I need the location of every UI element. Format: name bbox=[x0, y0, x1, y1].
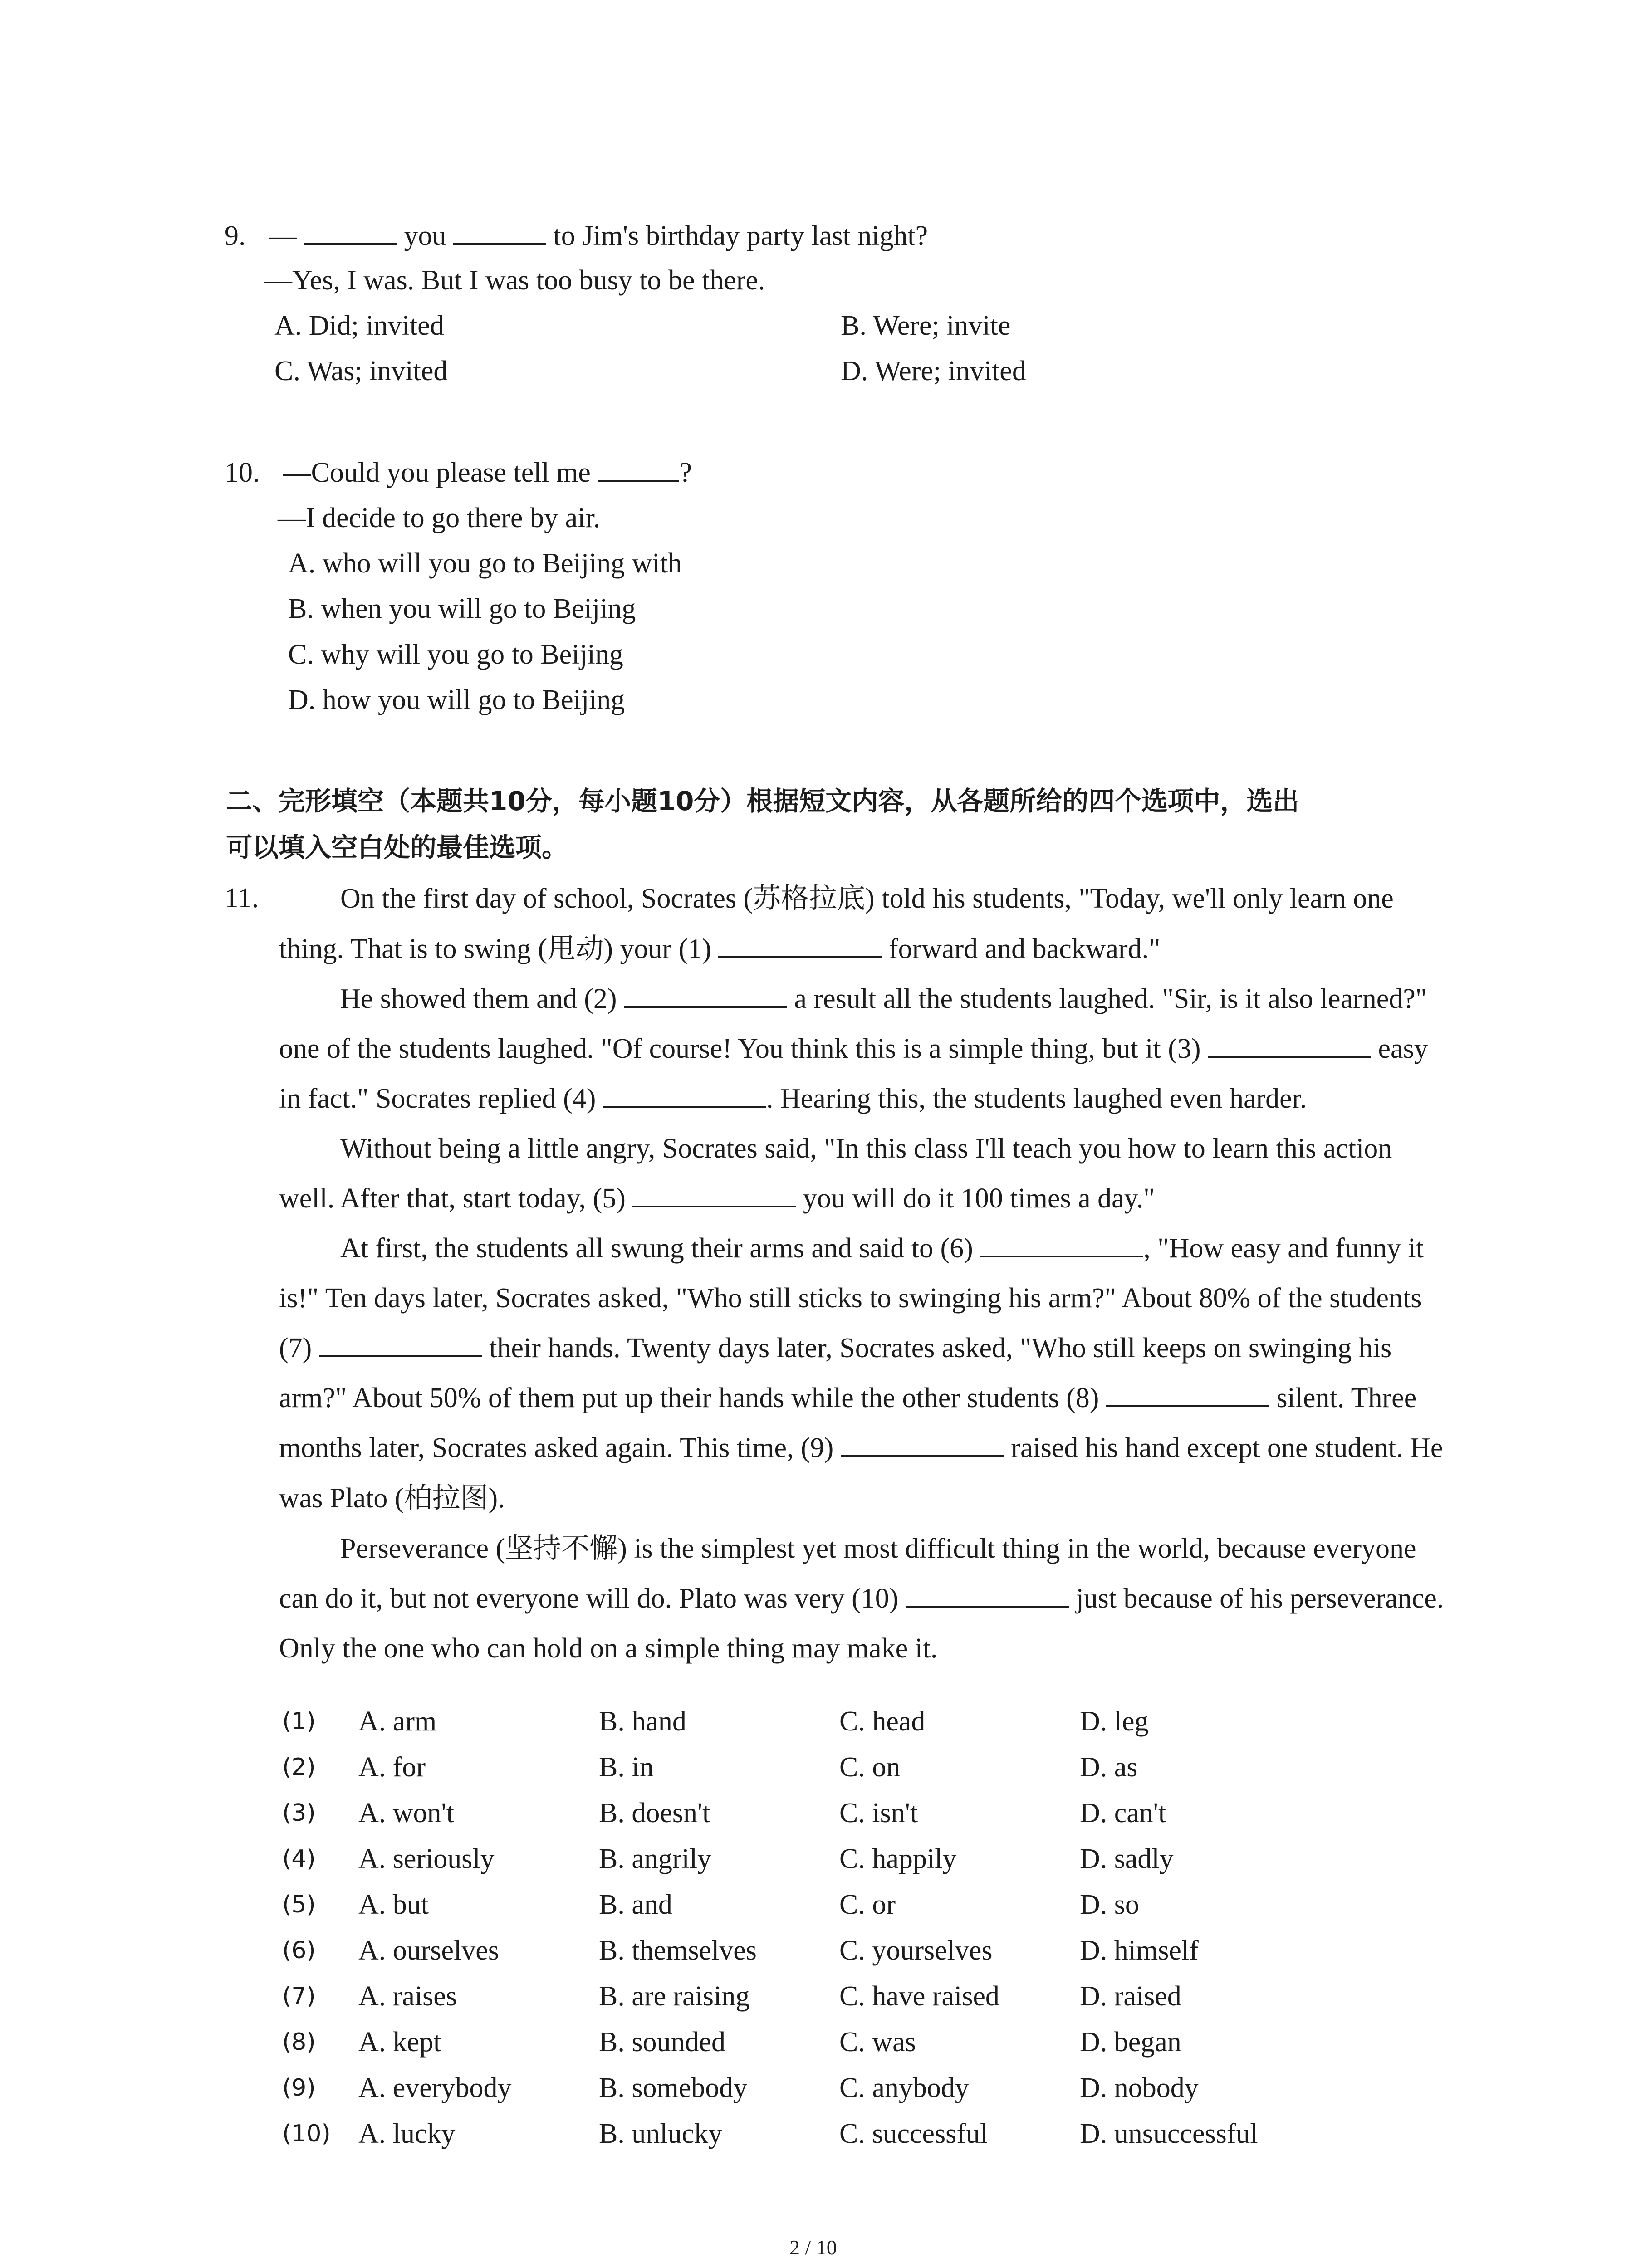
passage-text: silent. Three months later, Socrates asked again. This time, (9) bbox=[279, 1383, 1417, 1463]
passage-text: He showed them and (2) bbox=[340, 983, 617, 1014]
blank-4[interactable] bbox=[603, 1080, 766, 1108]
option-c[interactable]: C. happily bbox=[839, 1843, 957, 1874]
passage-text: , "How easy and funny it is!" Ten days later, Socrates asked, "Who still sticks to swinging his arm?" About 80% of the students (7) bbox=[279, 1233, 1424, 1364]
option-a[interactable]: A. arm bbox=[358, 1706, 437, 1737]
passage-text: forward and backward." bbox=[888, 934, 1161, 964]
passage-text: ) told his students, "Today, we'll only learn one thing. That is to swing ( bbox=[279, 883, 1394, 964]
option-row-number: (4) bbox=[282, 1845, 316, 1872]
question-9-line bbox=[225, 217, 928, 254]
answer-blank[interactable] bbox=[598, 454, 679, 482]
option-b[interactable]: B. sounded bbox=[599, 2027, 725, 2058]
option-row-number: (8) bbox=[282, 2028, 316, 2056]
answer-blank[interactable] bbox=[304, 217, 397, 245]
option-a[interactable]: A. ourselves bbox=[358, 1935, 499, 1966]
passage-text: easy in fact." Socrates replied (4) bbox=[279, 1033, 1428, 1114]
question-text: —Could you please tell me bbox=[283, 457, 591, 488]
option-d[interactable]: D. so bbox=[1080, 1889, 1139, 1920]
option-a[interactable]: A. everybody bbox=[358, 2072, 512, 2103]
blank-9[interactable] bbox=[841, 1429, 1004, 1457]
passage-text: you will do it 100 times a day." bbox=[803, 1183, 1155, 1214]
option-row-number: (10) bbox=[282, 2120, 331, 2147]
option-b[interactable]: B. when you will go to Beijing bbox=[288, 593, 636, 624]
option-b[interactable]: B. hand bbox=[599, 1706, 686, 1737]
option-row-number: (9) bbox=[282, 2074, 316, 2102]
option-b[interactable]: B. Were; invite bbox=[841, 310, 1011, 341]
option-c[interactable]: C. have raised bbox=[839, 1981, 999, 2012]
option-c[interactable]: C. or bbox=[839, 1889, 896, 1920]
option-b[interactable]: B. and bbox=[599, 1889, 672, 1920]
option-b[interactable]: B. unlucky bbox=[599, 2118, 723, 2149]
option-d[interactable]: D. as bbox=[1080, 1752, 1138, 1783]
section-heading-line-2: 可以填入空白处的最佳选项。 bbox=[226, 832, 568, 863]
option-d[interactable]: D. raised bbox=[1080, 1981, 1181, 2012]
passage-text: ) is the simplest yet most difficult thing in the world, because everyone can do it, but not everyone will do. Plato was very (10) bbox=[279, 1533, 1416, 1614]
passage-paragraph-3 bbox=[279, 1124, 1452, 1223]
passage-text: ). bbox=[488, 1483, 505, 1514]
chinese-gloss: 甩动 bbox=[547, 932, 604, 965]
option-c[interactable]: C. on bbox=[839, 1752, 901, 1783]
passage-text: a result all the students laughed. "Sir, is it also learned?" one of the students laughed. "Of course! You think this is a simple thing, but it (3) bbox=[279, 983, 1427, 1064]
section-heading-line-1: 二、完形填空（本题共10分，每小题10分）根据短文内容，从各题所给的四个选项中，选出 bbox=[226, 786, 1299, 816]
passage-text: Perseverance ( bbox=[340, 1533, 505, 1564]
option-c[interactable]: C. anybody bbox=[839, 2072, 969, 2103]
option-b[interactable]: B. in bbox=[599, 1752, 654, 1783]
option-row-number: (7) bbox=[282, 1983, 316, 2010]
chinese-gloss: 苏格拉底 bbox=[753, 881, 866, 914]
option-a[interactable]: A. raises bbox=[358, 1981, 457, 2012]
question-mark: ? bbox=[679, 457, 692, 488]
passage-text: Without being a little angry, Socrates said, "In this class I'll teach you how to learn this action well. After that, start today, (5) bbox=[279, 1133, 1392, 1214]
option-a[interactable]: A. who will you go to Beijing with bbox=[288, 548, 682, 579]
blank-7[interactable] bbox=[319, 1329, 482, 1357]
option-c[interactable]: C. isn't bbox=[839, 1798, 918, 1828]
option-a[interactable]: A. seriously bbox=[358, 1843, 495, 1874]
chinese-gloss: 坚持不懈 bbox=[505, 1531, 618, 1564]
blank-6[interactable] bbox=[980, 1229, 1143, 1257]
option-a[interactable]: A. lucky bbox=[358, 2118, 456, 2149]
option-d[interactable]: D. began bbox=[1080, 2027, 1181, 2058]
passage-text: their hands. Twenty days later, Socrates asked, "Who still keeps on swinging his arm?" About 50% of them put up their hands while the other students (8) bbox=[279, 1333, 1392, 1413]
passage-paragraph-1 bbox=[279, 873, 1452, 974]
passage-text: raised his hand except one student. He was Plato ( bbox=[279, 1432, 1443, 1514]
option-a[interactable]: A. Did; invited bbox=[274, 310, 444, 341]
question-10-line bbox=[225, 454, 692, 491]
option-c[interactable]: C. Was; invited bbox=[274, 356, 448, 386]
option-b[interactable]: B. doesn't bbox=[599, 1798, 710, 1828]
option-row-number: (6) bbox=[282, 1937, 316, 1964]
option-row-number: (2) bbox=[282, 1754, 316, 1781]
option-d[interactable]: D. unsuccessful bbox=[1080, 2118, 1258, 2149]
option-a[interactable]: A. won't bbox=[358, 1798, 454, 1828]
blank-1[interactable] bbox=[718, 930, 882, 958]
passage-text: At first, the students all swung their arms and said to (6) bbox=[340, 1233, 973, 1264]
option-d[interactable]: D. sadly bbox=[1080, 1843, 1174, 1874]
question-10-reply: —I decide to go there by air. bbox=[278, 503, 601, 533]
question-number: 11. bbox=[225, 883, 259, 914]
chinese-gloss: 柏拉图 bbox=[404, 1481, 489, 1514]
blank-3[interactable] bbox=[1208, 1030, 1371, 1058]
passage-text: . Hearing this, the students laughed even harder. bbox=[766, 1083, 1307, 1114]
option-c[interactable]: C. why will you go to Beijing bbox=[288, 639, 623, 670]
option-b[interactable]: B. somebody bbox=[599, 2072, 748, 2103]
option-c[interactable]: C. yourselves bbox=[839, 1935, 993, 1966]
option-a[interactable]: A. kept bbox=[358, 2027, 441, 2058]
question-text: to Jim's birthday party last night? bbox=[553, 220, 928, 251]
passage-text: On the first day of school, Socrates ( bbox=[340, 883, 753, 914]
option-row-number: (1) bbox=[282, 1708, 316, 1735]
passage-text: just because of his perseverance. Only the one who can hold on a simple thing may make it. bbox=[279, 1583, 1444, 1664]
option-d[interactable]: D. can't bbox=[1080, 1798, 1166, 1828]
question-text: you bbox=[404, 220, 446, 251]
option-d[interactable]: D. himself bbox=[1080, 1935, 1199, 1966]
option-b[interactable]: B. themselves bbox=[599, 1935, 757, 1966]
question-number: 10. bbox=[225, 457, 260, 488]
question-9-reply: —Yes, I was. But I was too busy to be there. bbox=[264, 265, 765, 296]
blank-10[interactable] bbox=[906, 1579, 1069, 1608]
answer-blank[interactable] bbox=[453, 217, 546, 245]
option-c[interactable]: C. was bbox=[839, 2027, 916, 2058]
option-a[interactable]: A. for bbox=[358, 1752, 426, 1783]
option-row-number: (3) bbox=[282, 1799, 316, 1827]
blank-2[interactable] bbox=[624, 980, 787, 1008]
blank-5[interactable] bbox=[632, 1179, 796, 1207]
option-b[interactable]: B. angrily bbox=[599, 1843, 711, 1874]
question-number: 9. bbox=[225, 220, 246, 251]
option-d[interactable]: D. leg bbox=[1080, 1706, 1149, 1737]
option-c[interactable]: C. head bbox=[839, 1706, 926, 1737]
option-b[interactable]: B. are raising bbox=[599, 1981, 750, 2012]
option-c[interactable]: C. successful bbox=[839, 2118, 988, 2149]
option-d[interactable]: D. Were; invited bbox=[841, 356, 1026, 386]
page-number: 2 / 10 bbox=[789, 2236, 837, 2259]
option-d[interactable]: D. nobody bbox=[1080, 2072, 1199, 2103]
dash: — bbox=[269, 220, 297, 251]
passage-paragraph-4 bbox=[279, 1223, 1452, 1523]
passage-paragraph-2 bbox=[279, 974, 1452, 1124]
option-row-number: (5) bbox=[282, 1891, 316, 1918]
passage-text: ) your (1) bbox=[603, 934, 711, 964]
option-a[interactable]: A. but bbox=[358, 1889, 429, 1920]
passage-paragraph-5 bbox=[279, 1523, 1452, 1673]
cloze-passage bbox=[279, 873, 1452, 1673]
option-d[interactable]: D. how you will go to Beijing bbox=[288, 684, 625, 715]
blank-8[interactable] bbox=[1106, 1379, 1269, 1407]
